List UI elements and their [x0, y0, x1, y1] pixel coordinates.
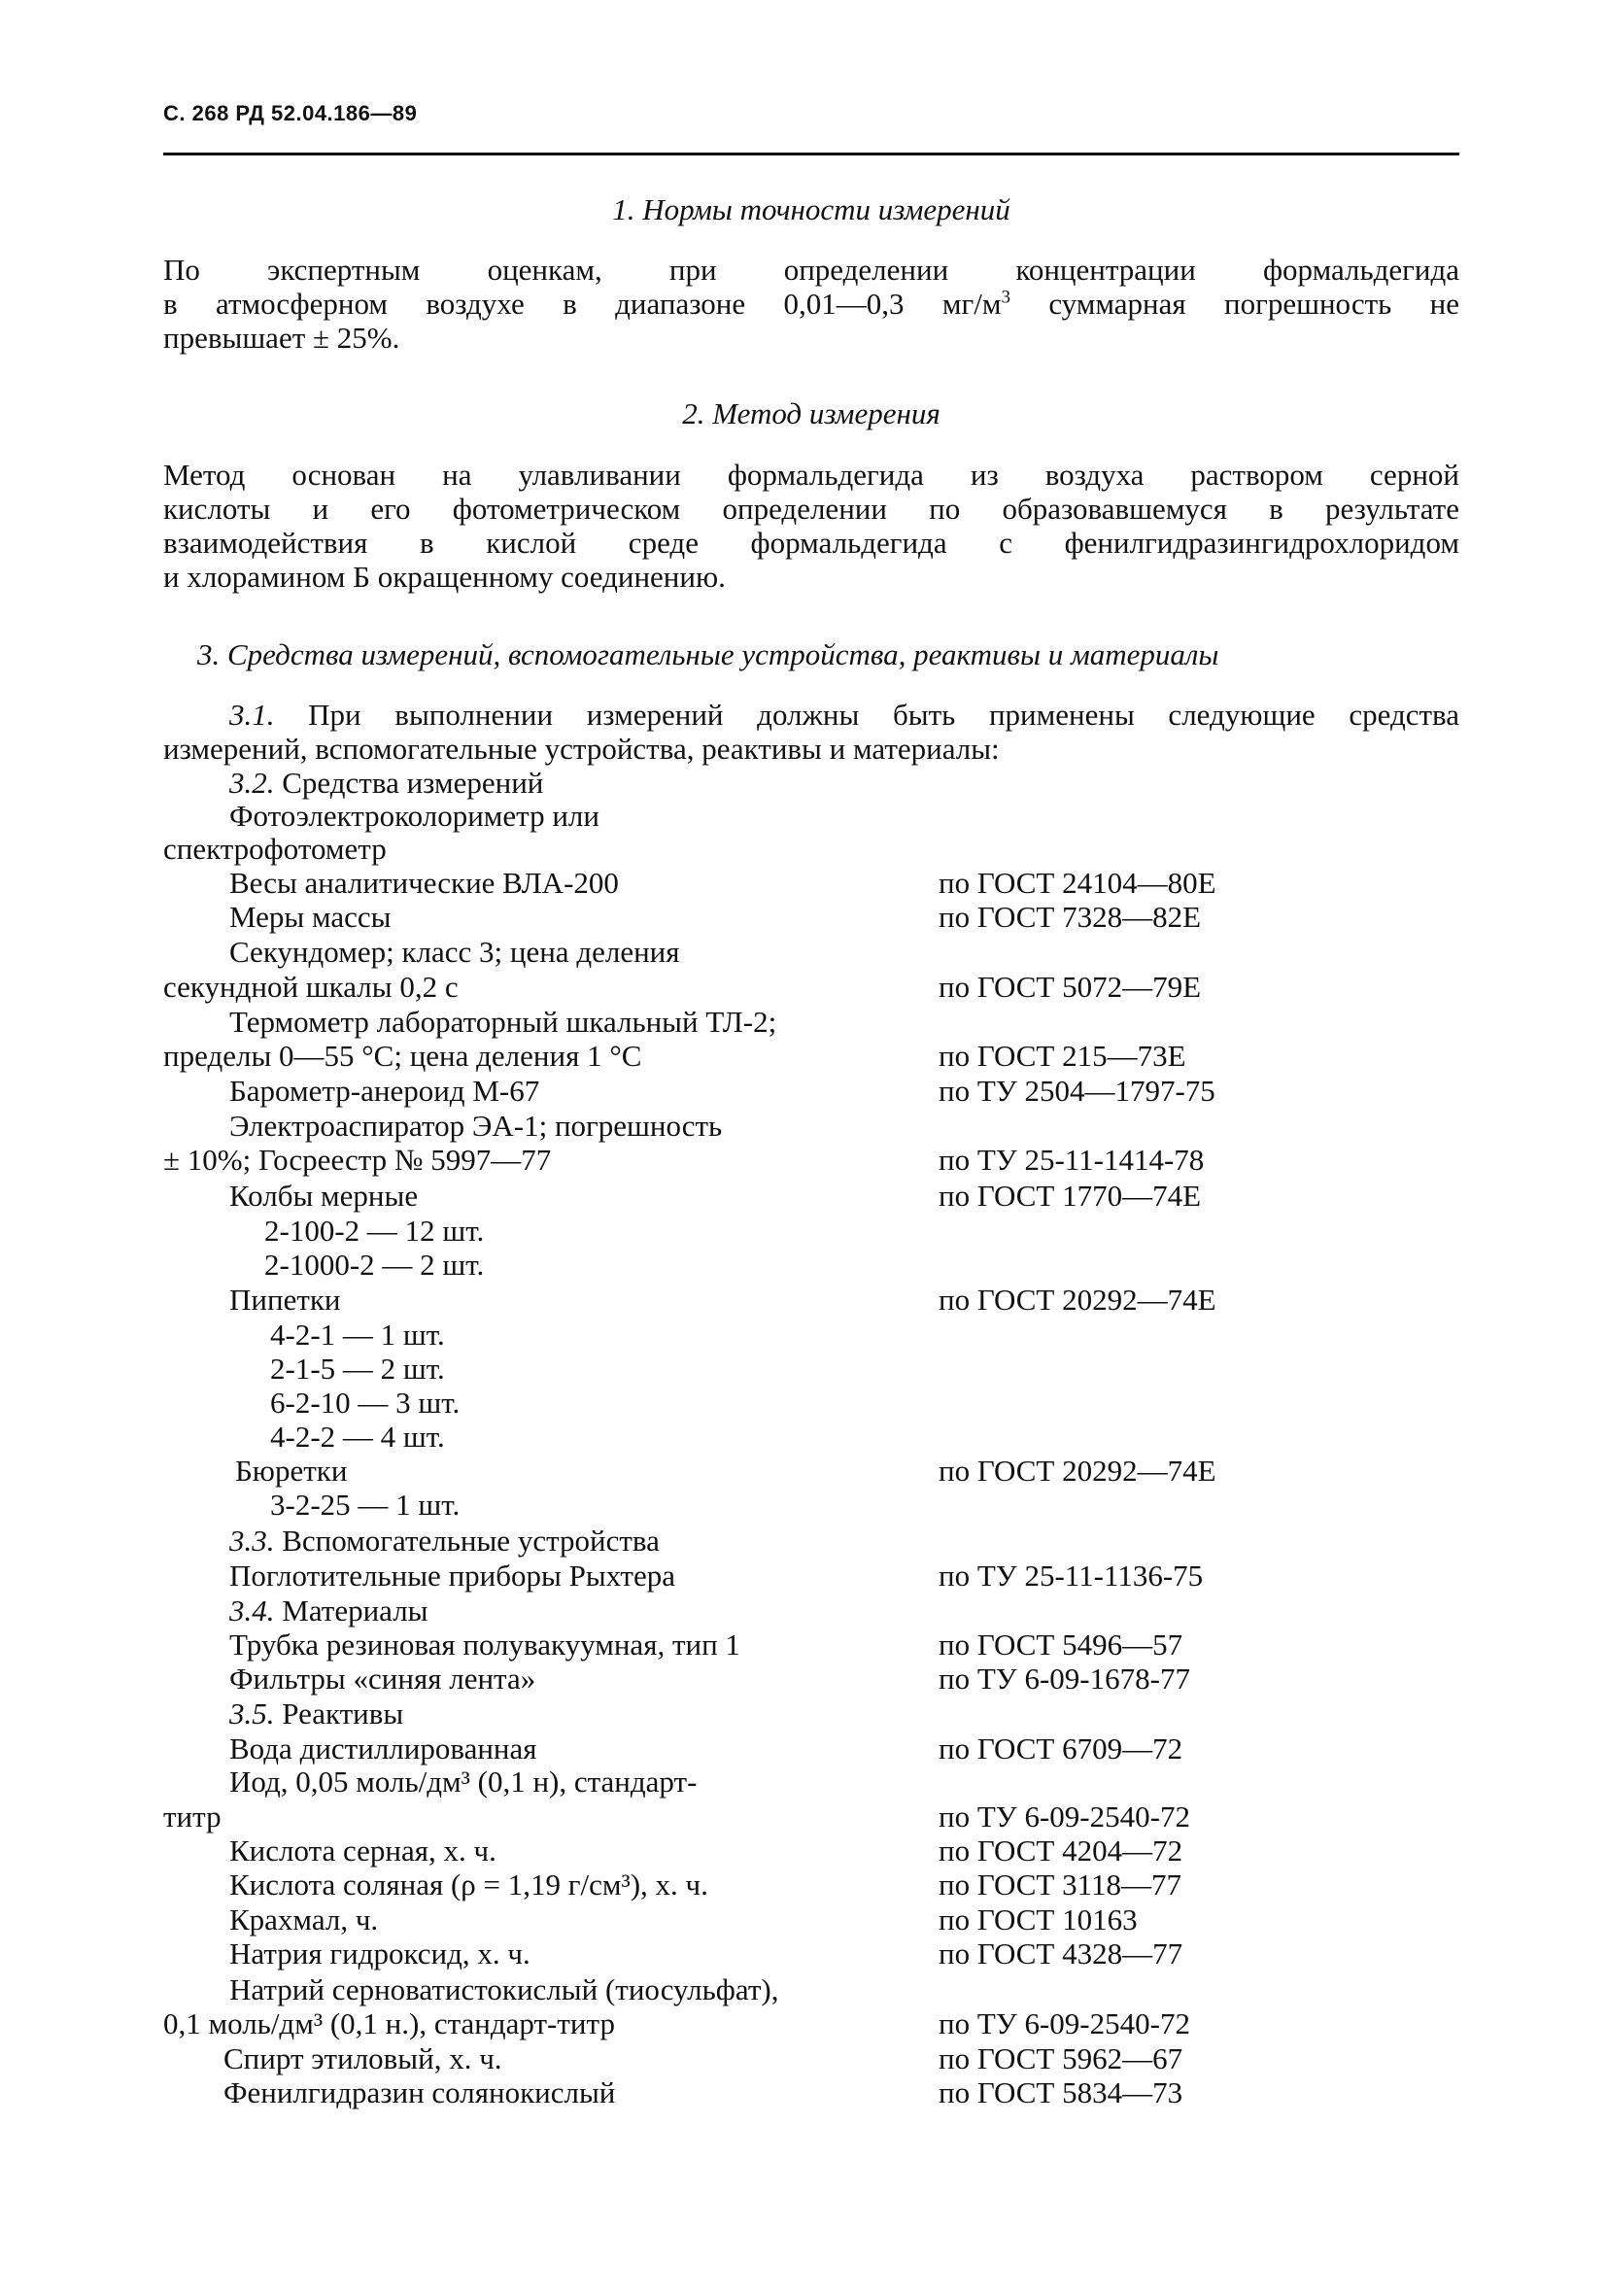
list-item	[270, 1488, 460, 1523]
list-item	[163, 2006, 615, 2041]
list-item	[264, 1214, 484, 1249]
item-reference: по ГОСТ 20292—74Е	[939, 1454, 1216, 1488]
s1-line-1: По экспертным оценкам, при определении концентрации формальдегида	[163, 253, 1459, 287]
section-2-text	[163, 458, 1459, 594]
s1-line-3: превышает ± 25%.	[163, 321, 400, 355]
list-item	[229, 1696, 403, 1731]
item-text: Бюретки	[235, 1454, 348, 1488]
item-text: 0,1 моль/дм³ (0,1 н.), стандарт-титр	[163, 2006, 615, 2040]
item-text: Фильтры «синяя лента»	[229, 1662, 536, 1696]
item-text: 2-1-5 — 2 шт.	[270, 1352, 445, 1386]
item-text: титр	[163, 1799, 222, 1833]
list-item	[229, 866, 619, 901]
item-text: Секундомер; класс 3; цена деления	[229, 935, 680, 969]
item-text: Натрий серноватистокислый (тиосульфат),	[229, 1972, 779, 2006]
list-item	[163, 832, 387, 867]
item-reference: по ТУ 25-11-1136-75	[939, 1559, 1204, 1593]
item-number: 3.3.	[229, 1524, 283, 1558]
item-reference: по ТУ 6-09-1678-77	[939, 1662, 1190, 1696]
item-text: Вспомогательные устройства	[282, 1524, 660, 1558]
item-reference: по ГОСТ 215—73Е	[939, 1039, 1186, 1073]
list-item	[229, 1074, 539, 1109]
list-item	[229, 1662, 535, 1696]
item-text: Реактивы	[282, 1696, 404, 1731]
item-text: Кислота соляная (ρ = 1,19 г/см³), х. ч.	[229, 1868, 708, 1902]
item-text: Вода дистиллированная	[229, 1731, 537, 1765]
s2-line-3: взаимодействия в кислой среде формальдегида с фенилгидразингидрохлоридом	[163, 526, 1459, 560]
section-1-title: 1. Нормы точности измерений	[612, 192, 1010, 226]
item-reference: по ТУ 25-11-1414-78	[939, 1143, 1205, 1177]
list-item	[229, 1524, 660, 1559]
item-text: Меры массы	[229, 900, 392, 934]
section-1-text	[163, 253, 1459, 355]
item-reference: по ГОСТ 5834—73	[939, 2075, 1183, 2109]
item-reference: по ГОСТ 6709—72	[939, 1731, 1183, 1765]
item-number: 3.5.	[229, 1696, 283, 1731]
list-item	[229, 1902, 378, 1937]
item-reference: по ГОСТ 7328—82Е	[939, 900, 1202, 934]
item-reference: по ГОСТ 24104—80Е	[939, 866, 1216, 900]
header-rule	[163, 153, 1459, 155]
list-item	[229, 900, 392, 935]
item-reference: по ТУ 2504—1797-75	[939, 1074, 1215, 1108]
section-3-1-text	[163, 698, 1459, 766]
list-item	[163, 1039, 641, 1074]
item-reference: по ГОСТ 4328—77	[939, 1936, 1183, 1970]
item-number: 3.2.	[229, 766, 283, 800]
item-reference: по ГОСТ 3118—77	[939, 1868, 1181, 1902]
section-2-title: 2. Метод измерения	[682, 396, 940, 430]
s2-line-2: кислоты и его фотометрическом определении по образовавшемуся в результате	[163, 492, 1459, 526]
list-item	[223, 2041, 502, 2076]
item-text: Колбы мерные	[229, 1179, 419, 1213]
item-number: 3.4.	[229, 1593, 283, 1628]
item-text: Средства измерений	[282, 766, 544, 800]
list-item	[229, 1868, 708, 1902]
item-text: Натрия гидроксид, х. ч.	[229, 1936, 530, 1970]
list-item	[235, 1454, 347, 1489]
item-text: Барометр-анероид М-67	[229, 1074, 540, 1108]
item-text: Поглотительные приборы Рыхтера	[229, 1559, 675, 1593]
item-reference: по ГОСТ 4204—72	[939, 1833, 1183, 1868]
list-item	[264, 1248, 484, 1283]
item-text: Спирт этиловый, х. ч.	[223, 2041, 502, 2075]
list-item	[229, 799, 599, 834]
list-item	[270, 1318, 445, 1353]
list-item	[229, 1972, 778, 2007]
list-item	[229, 1628, 740, 1662]
item-text: Фенилгидразин солянокислый	[223, 2075, 616, 2109]
list-item	[229, 1936, 530, 1971]
item-text: Фотоэлектроколориметр или	[229, 799, 599, 833]
list-item	[229, 1731, 537, 1766]
list-item	[229, 935, 680, 970]
item-text: 3-2-25 — 1 шт.	[270, 1488, 461, 1522]
s1-line-2: в атмосферном воздухе в диапазоне 0,01—0,3 $мг/м^3$ суммарная погрешность не	[163, 287, 1460, 321]
item-reference: по ГОСТ 5072—79Е	[939, 970, 1202, 1004]
list-item	[229, 1765, 697, 1799]
item-text: Пипетки	[229, 1283, 341, 1317]
item-text: Трубка резиновая полувакуумная, тип 1	[229, 1628, 740, 1662]
item-text: Иод, 0,05 моль/дм³ (0,1 н), стандарт-	[229, 1765, 698, 1799]
item-text: Материалы	[282, 1593, 428, 1628]
item-text: 2-1000-2 — 2 шт.	[264, 1248, 485, 1282]
list-item	[270, 1352, 445, 1387]
s2-line-4: и хлорамином Б окращенному соединению.	[163, 560, 726, 594]
list-item	[229, 1179, 418, 1214]
s1-superscript: 3	[1001, 287, 1010, 308]
item-text: Кислота серная, х. ч.	[229, 1833, 496, 1868]
list-item	[229, 1283, 341, 1318]
list-item	[229, 1593, 428, 1628]
item-reference: по ГОСТ 5962—67	[939, 2041, 1183, 2075]
item-text: ± 10%; Госреестр № 5997—77	[163, 1143, 552, 1177]
page-header: С. 268 РД 52.04.186—89	[163, 101, 418, 125]
list-item	[229, 1833, 496, 1868]
item-text: Термометр лабораторный шкальный ТЛ-2;	[229, 1005, 777, 1039]
s31-line-1: 3.1. При выполнении измерений должны быть применены следующие средства	[229, 698, 1460, 732]
list-item	[163, 970, 459, 1005]
list-item	[229, 1559, 675, 1593]
item-reference: по ГОСТ 20292—74Е	[939, 1283, 1216, 1317]
item-text: секундной шкалы 0,2 с	[163, 970, 459, 1004]
item-text: 4-2-1 — 1 шт.	[270, 1318, 445, 1352]
item-reference: по ГОСТ 10163	[939, 1902, 1138, 1936]
s31-line-2: измерений, вспомогательные устройства, реактивы и материалы:	[163, 732, 1000, 766]
s2-line-1: Метод основан на улавливании формальдегида из воздуха раствором серной	[163, 458, 1459, 492]
item-text: спектрофотометр	[163, 832, 387, 866]
list-item	[163, 1143, 551, 1178]
list-item	[163, 1799, 222, 1834]
list-item	[223, 2075, 615, 2110]
item-text: 2-100-2 — 12 шт.	[264, 1214, 485, 1248]
list-item	[270, 1420, 445, 1455]
item-reference: по ГОСТ 5496—57	[939, 1628, 1183, 1662]
list-item	[229, 766, 543, 801]
item-text: 6-2-10 — 3 шт.	[270, 1386, 461, 1420]
item-text: Электроаспиратор ЭА-1; погрешность	[229, 1109, 723, 1143]
item-reference: по ГОСТ 1770—74Е	[939, 1179, 1202, 1213]
item-text: Весы аналитические ВЛА-200	[229, 866, 619, 900]
item-reference: по ТУ 6-09-2540-72	[939, 1799, 1190, 1833]
item-text: Крахмал, ч.	[229, 1902, 379, 1936]
item-reference: по ТУ 6-09-2540-72	[939, 2006, 1190, 2040]
item-text: пределы 0—55 °С; цена деления 1 °С	[163, 1039, 642, 1073]
section-3-title: 3. Средства измерений, вспомогательные устройства, реактивы и материалы	[197, 637, 1219, 671]
list-item	[229, 1005, 776, 1040]
list-item	[229, 1109, 722, 1144]
list-item	[270, 1386, 460, 1421]
item-text: 4-2-2 — 4 шт.	[270, 1420, 445, 1454]
